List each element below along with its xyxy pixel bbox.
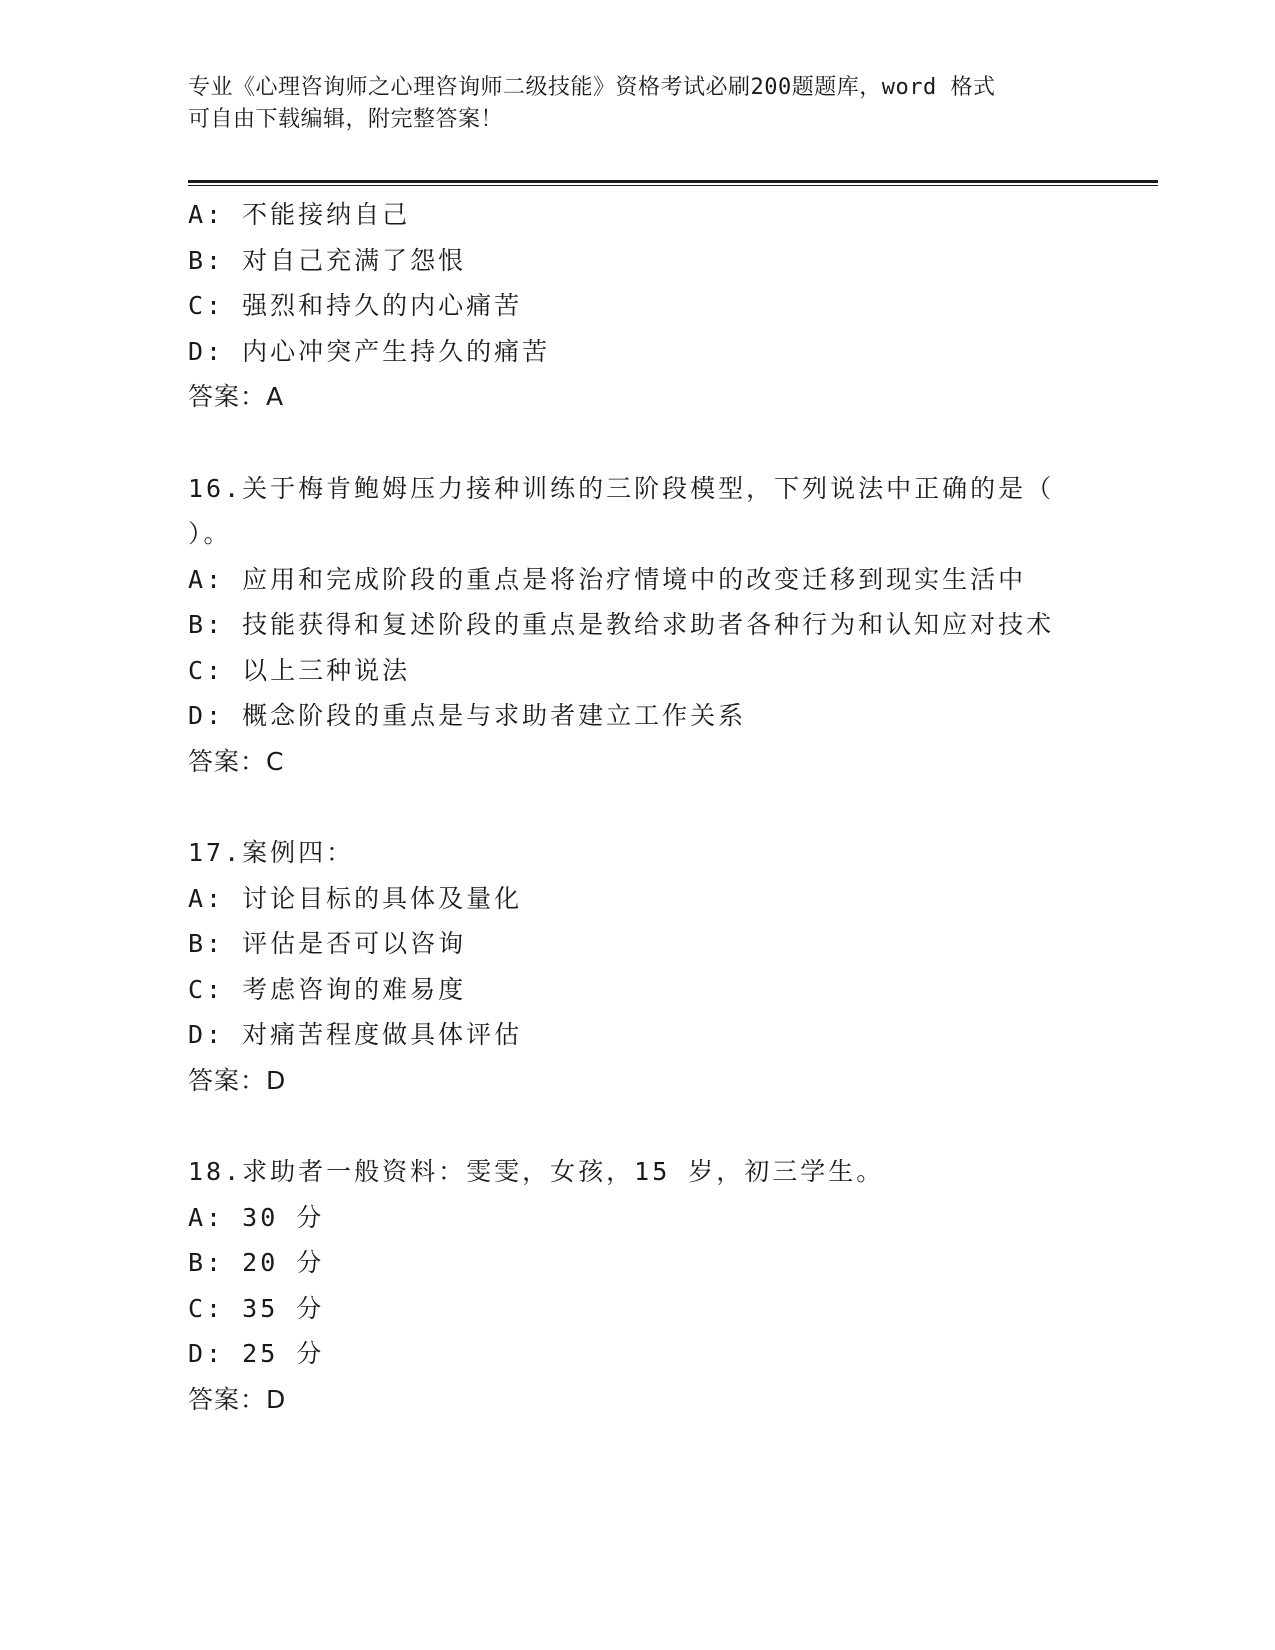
option-d: D: 内心冲突产生持久的痛苦 (188, 336, 551, 366)
option-b: B: 对自己充满了怨恨 (188, 245, 467, 275)
question-block-16 (188, 466, 1088, 785)
answer-line: 答案：D (188, 1065, 287, 1095)
header-line-1: 专业《心理咨询师之心理咨询师二级技能》资格考试必刷200题题库，word 格式 (188, 75, 996, 100)
answer-line: 答案：A (188, 382, 285, 411)
question-text: 16.关于梅肯鲍姆压力接种训练的三阶段模型，下列说法中正确的是（ (188, 473, 1055, 503)
option-a: A: 应用和完成阶段的重点是将治疗情境中的改变迁移到现实生活中 (188, 564, 1027, 594)
option-a: A: 不能接纳自己 (188, 200, 411, 229)
option-d: D: 概念阶段的重点是与求助者建立工作关系 (188, 701, 747, 730)
option-c: C: 强烈和持久的内心痛苦 (188, 291, 523, 320)
option-a: A: 30 分 (188, 1202, 325, 1232)
option-b: B: 技能获得和复述阶段的重点是教给求助者各种行为和认知应对技术 (188, 610, 1055, 639)
option-c: C: 以上三种说法 (188, 655, 411, 685)
question-text-continued: ）。 (188, 519, 232, 548)
question-text: 18.求助者一般资料：雯雯，女孩，15 岁，初三学生。 (188, 1157, 885, 1186)
question-list (188, 192, 1088, 1422)
spacer (188, 784, 1088, 830)
question-text: 17.案例四： (188, 838, 355, 867)
document-header (188, 72, 1088, 136)
header-rule-thick (188, 180, 1158, 183)
header-line-2: 可自由下载编辑，附完整答案！ (188, 107, 504, 132)
answer-line: 答案：D (188, 1384, 287, 1414)
question-block-18 (188, 1149, 1088, 1422)
option-d: D: 对痛苦程度做具体评估 (188, 1020, 523, 1049)
option-d: D: 25 分 (188, 1339, 325, 1368)
question-block-17 (188, 830, 1088, 1103)
spacer (188, 1103, 1088, 1149)
option-b: B: 20 分 (188, 1248, 325, 1277)
option-b: B: 评估是否可以咨询 (188, 929, 467, 958)
option-a: A: 讨论目标的具体及量化 (188, 883, 523, 913)
question-block-15 (188, 192, 1088, 420)
option-c: C: 考虑咨询的难易度 (188, 974, 467, 1004)
header-rule-thin (188, 185, 1158, 186)
answer-line: 答案：C (188, 746, 285, 776)
option-c: C: 35 分 (188, 1293, 325, 1323)
spacer (188, 420, 1088, 466)
